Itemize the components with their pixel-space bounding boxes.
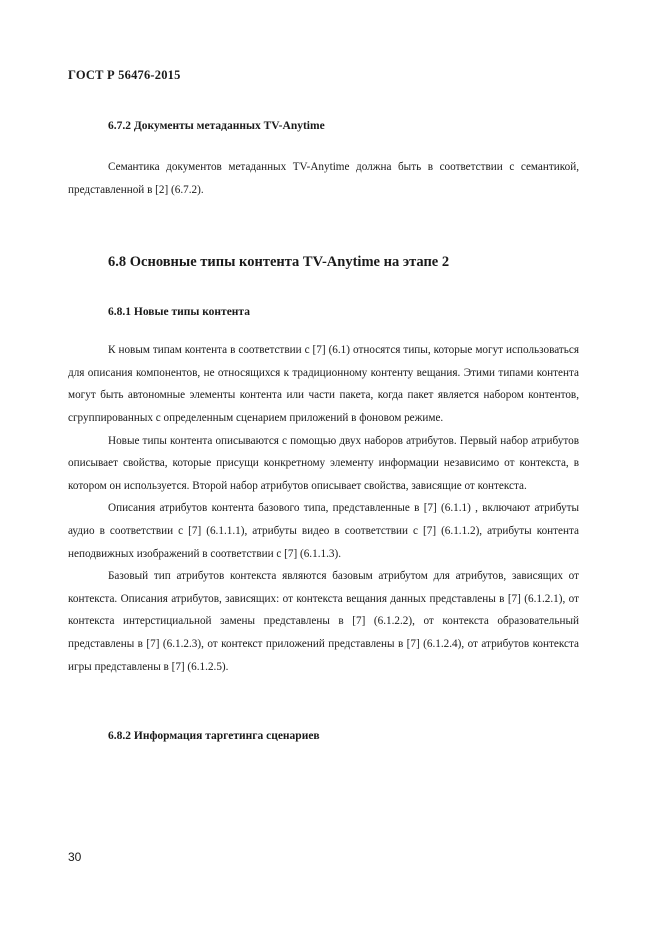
paragraph-6-7-2: Семантика документов метаданных TV-Anytime должна быть в соответствии с семантикой, представленной в [2] (6.7.2). xyxy=(68,161,579,196)
page-content xyxy=(68,118,579,744)
paragraph-6-8-1-1: К новым типам контента в соответствии с [7] (6.1) относятся типы, которые могут использоваться для описания компонентов, не относящихся к традиционному контенту вещания. Этими типами контента могут быть автономные элементы контента или части пакета, когда пакет является набором контентов, сгруппированных с определенным сценарием приложений в фоновом режиме. xyxy=(68,344,579,424)
paragraph-6-8-1-2: Новые типы контента описываются с помощью двух наборов атрибутов. Первый набор атрибутов описывает свойства, которые присущи конкретному элементу информации независимо от контекста, в котором он используется. Второй набор атрибутов описывает свойства, зависящие от контекста. xyxy=(68,434,579,492)
heading-6-7-2: 6.7.2 Документы метаданных TV-Anytime xyxy=(108,120,325,132)
heading-6-8: 6.8 Основные типы контента TV-Anytime на этапе 2 xyxy=(108,254,450,271)
heading-6-8-1: 6.8.1 Новые типы контента xyxy=(108,306,250,319)
paragraph-6-8-1-3: Описания атрибутов контента базового типа, представленные в [7] (6.1.1) , включают атрибуты аудио в соответствии с [7] (6.1.1.1), атрибуты видео в соответствии с [7] (6.1.1.2), атрибуты контента неподвижных изображений в соответствии с [7] (6.1.1.3). xyxy=(68,502,579,560)
document-code-header: ГОСТ Р 56476-2015 xyxy=(68,68,181,82)
paragraph-6-8-1-4: Базовый тип атрибутов контекста являются базовым атрибутом для атрибутов, зависящих от контекста. Описания атрибутов, зависящих: от контекста вещания данных представлены в [7] (6.1.2.1), от контекста интерстициальной замены представлены в [7] (6.1.2.2), от контекста образовательный представлены в [7] (6.1.2.3), от контекст приложений представлены в [7] (6.1.2.4), от атрибутов контекста игры представлены в [7] (6.1.2.5). xyxy=(68,570,579,673)
heading-6-8-2: 6.8.2 Информация таргетинга сценариев xyxy=(108,730,320,743)
page-number: 30 xyxy=(68,850,82,864)
